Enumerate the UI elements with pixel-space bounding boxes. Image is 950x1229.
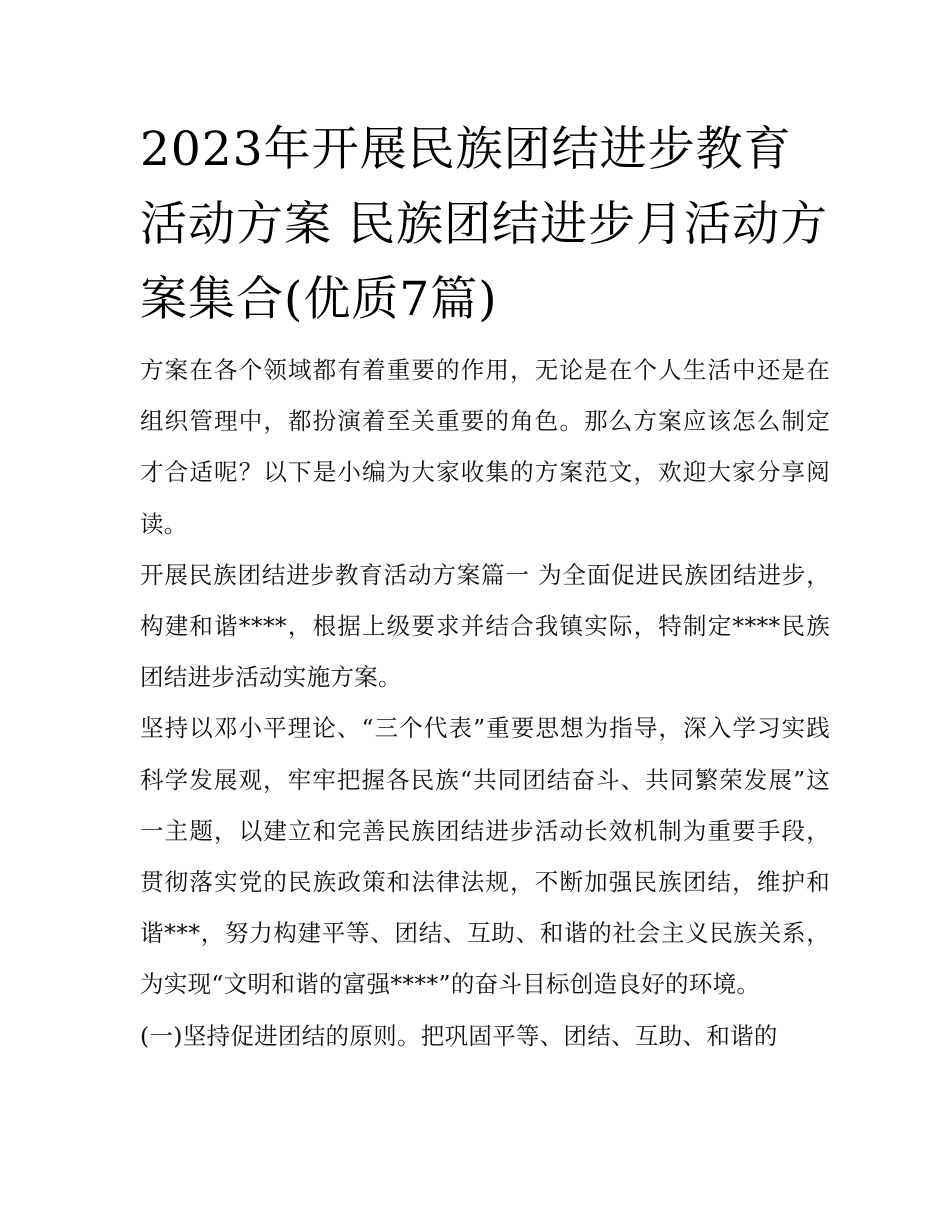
paragraph-guiding-principle: 坚持以邓小平理论、“三个代表”重要思想为指导，深入学习实践科学发展观，牢牢把握各民族“共同团结奋斗、共同繁荣发展”这一主题，以建立和完善民族团结进步活动长效机制为重要手段，贯彻落实党的民族政策和法律法规，不断加强民族团结，维护和谐***，努力构建平等、团结、互助、和谐的社会主义民族关系，为实现“文明和谐的富强****”的奋斗目标创造良好的环境。 [140, 714, 830, 999]
document-title [140, 112, 830, 337]
title-part-1: 2023年开展民族团结进步教育活动方案 [140, 122, 792, 252]
title-separator [332, 197, 348, 252]
document-content [140, 112, 830, 1062]
paragraph-principle-one: (一)坚持促进团结的原则。把巩固平等、团结、互助、和谐的 [140, 1021, 778, 1050]
paragraph-plan-one: 开展民族团结进步教育活动方案篇一 为全面促进民族团结进步，构建和谐****，根据上级要求并结合我镇实际，特制定****民族团结进步活动实施方案。 [140, 560, 830, 692]
title-part-2: 民族团结进步月活动方案集合(优质7篇) [140, 197, 828, 327]
paragraph-intro: 方案在各个领域都有着重要的作用，无论是在个人生活中还是在组织管理中，都扮演着至关重要的角色。那么方案应该怎么制定才合适呢？以下是小编为大家收集的方案范文，欢迎大家分享阅读。 [140, 356, 830, 538]
document-body [140, 345, 830, 1062]
